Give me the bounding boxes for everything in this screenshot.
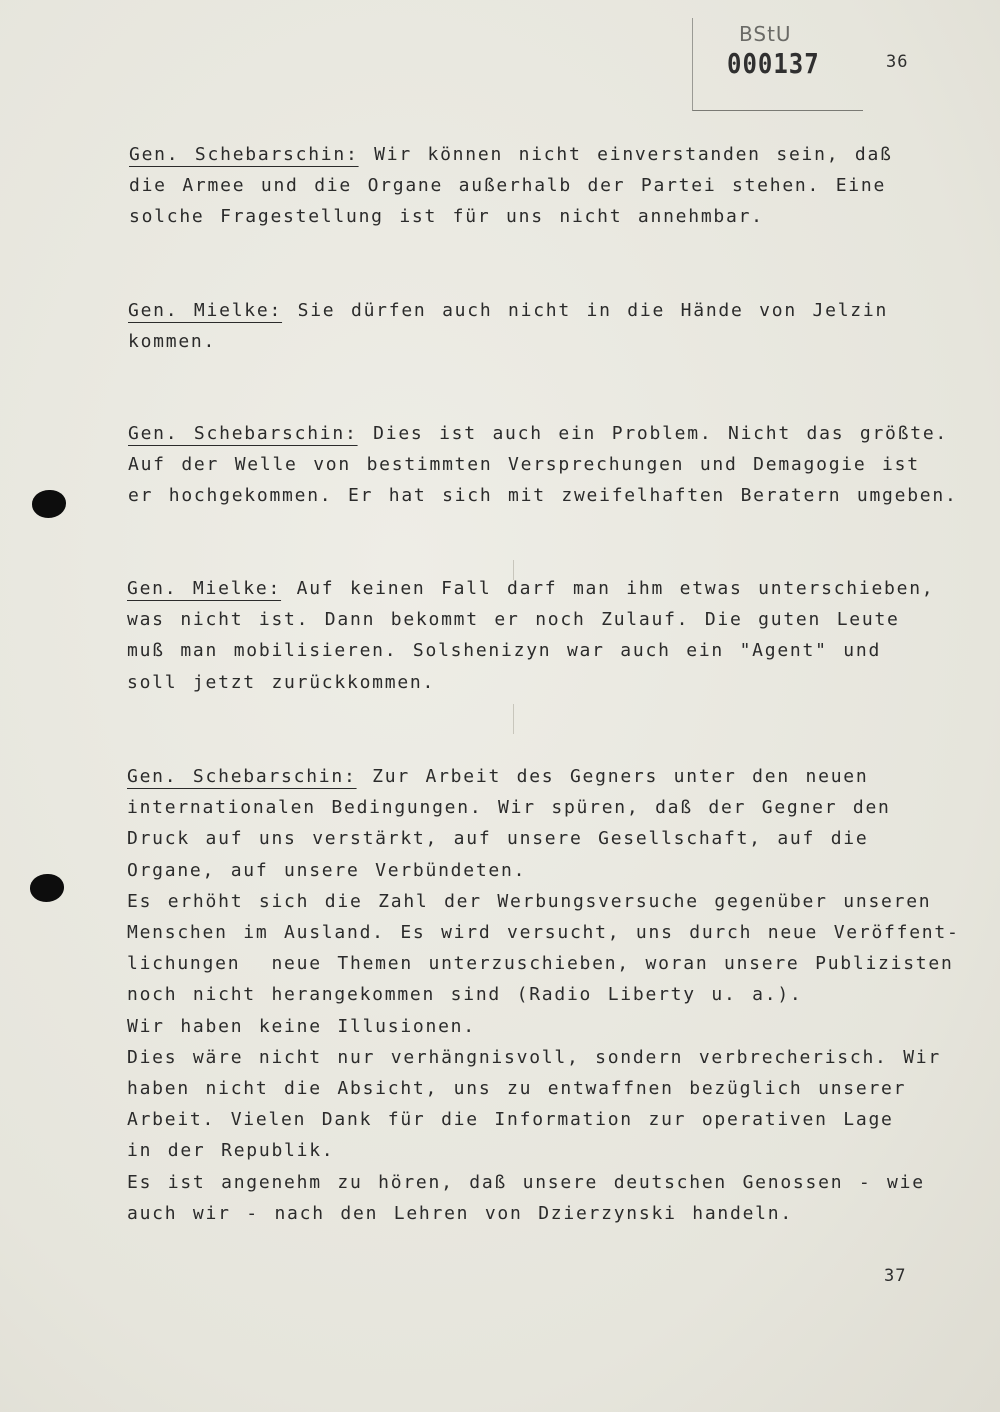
text-line: lichungen neue Themen unterzuschieben, woran unsere Publizisten (127, 953, 954, 975)
text-line: Druck auf uns verstärkt, auf unsere Gesellschaft, auf die (127, 828, 869, 850)
text-line: was nicht ist. Dann bekommt er noch Zulauf. Die guten Leute (127, 609, 900, 631)
fold-mark (513, 704, 514, 734)
archive-stamp (692, 18, 863, 111)
text-segment: Auf keinen Fall darf man ihm etwas unterschieben, (281, 578, 935, 599)
text-line: Menschen im Ausland. Es wird versucht, uns durch neue Veröffent- (127, 922, 960, 944)
punch-hole-icon (30, 874, 64, 902)
text-line: noch nicht herangekommen sind (Radio Liberty u. a.). (127, 984, 803, 1006)
text-line: in der Republik. (127, 1140, 335, 1162)
text-line: haben nicht die Absicht, uns zu entwaffnen bezüglich unserer (127, 1078, 907, 1100)
stamp-agency: BStU (739, 22, 792, 46)
page-number-top: 36 (886, 52, 909, 72)
text-line: solche Fragestellung ist für uns nicht annehmbar. (129, 206, 764, 228)
text-line (127, 761, 960, 792)
text-line: er hochgekommen. Er hat sich mit zweifelhaften Beratern umgeben. (128, 485, 958, 507)
speaker-name: Gen. Schebarschin: (127, 766, 357, 787)
speaker-name: Gen. Schebarschin: (128, 423, 358, 444)
paragraph (128, 418, 958, 512)
text-line: soll jetzt zurückkommen. (127, 671, 436, 693)
page-number-bottom: 37 (884, 1266, 907, 1286)
paragraph (127, 573, 934, 698)
text-segment: Zur Arbeit des Gegners unter den neuen (356, 766, 869, 787)
text-line: internationalen Bedingungen. Wir spüren, daß der Gegner den (127, 797, 891, 819)
text-line: Wir haben keine Illusionen. (127, 1015, 476, 1037)
paragraph (127, 761, 960, 1229)
text-line: die Armee und die Organe außerhalb der Partei stehen. Eine (129, 175, 887, 197)
stamp-number: 000137 (727, 47, 820, 81)
punch-hole-icon (32, 490, 66, 518)
text-segment: Dies ist auch ein Problem. Nicht das größte. (357, 423, 948, 444)
text-line: muß man mobilisieren. Solshenizyn war auch ein "Agent" und (127, 640, 882, 662)
speaker-name: Gen. Mielke: (128, 300, 283, 321)
text-segment: Sie dürfen auch nicht in die Hände von Jelzin (282, 300, 889, 321)
text-line: Es ist angenehm zu hören, daß unsere deutschen Genossen - wie (127, 1171, 925, 1193)
text-line: Es erhöht sich die Zahl der Werbungsversuche gegenüber unseren (127, 890, 932, 912)
text-segment: Wir können nicht einverstanden sein, daß (358, 144, 893, 165)
text-line: kommen. (128, 331, 217, 353)
paragraph (129, 139, 893, 233)
text-line (128, 418, 958, 449)
text-line (127, 573, 934, 604)
text-line (128, 295, 888, 326)
speaker-name: Gen. Schebarschin: (129, 144, 359, 165)
text-line: Organe, auf unsere Verbündeten. (127, 859, 527, 881)
text-line: Auf der Welle von bestimmten Versprechungen und Demagogie ist (128, 454, 920, 476)
text-line (129, 139, 893, 170)
text-line: auch wir - nach den Lehren von Dzierzynski handeln. (127, 1202, 793, 1224)
speaker-name: Gen. Mielke: (127, 578, 282, 599)
paragraph (128, 295, 888, 357)
text-line: Arbeit. Vielen Dank für die Information zur operativen Lage (127, 1109, 894, 1131)
text-line: Dies wäre nicht nur verhängnisvoll, sondern verbrecherisch. Wir (127, 1046, 941, 1068)
